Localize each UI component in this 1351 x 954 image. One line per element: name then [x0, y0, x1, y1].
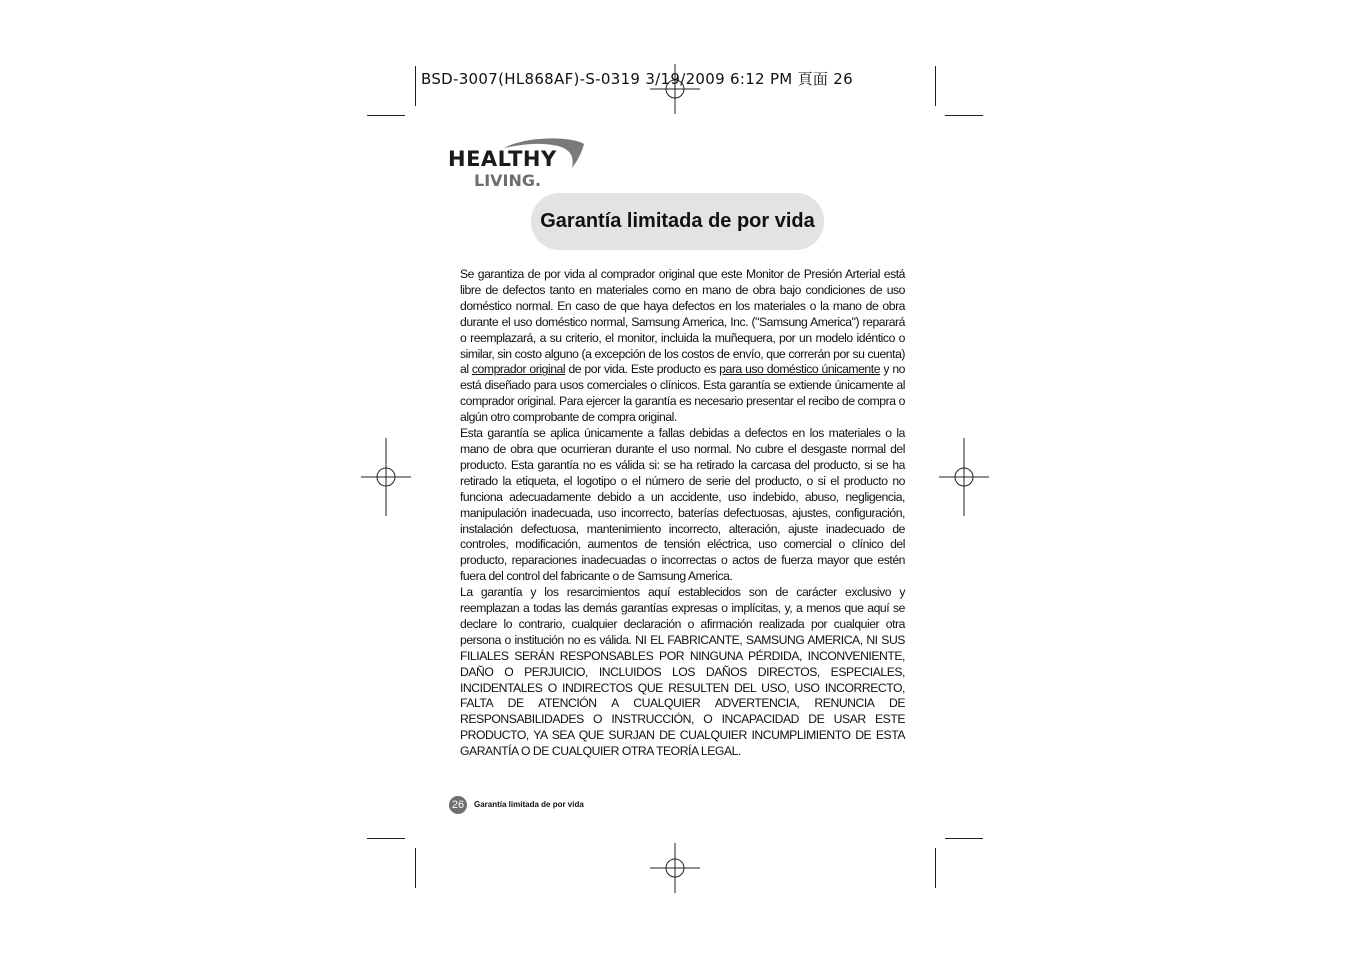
logo-word-healthy: HEALTHY — [448, 147, 557, 171]
logo-word-living: LIVING. — [474, 171, 542, 190]
print-slug: BSD-3007(HL868AF)-S-0319 3/19/2009 6:12 PM 頁面 26 — [421, 70, 853, 88]
underlined-domestic-use: para uso doméstico únicamente — [719, 362, 881, 377]
registration-mark-left — [361, 438, 411, 516]
paragraph-1-part-c: y no está diseñado para usos comerciales o clínicos. Esta garantía se extiende únicamente al comprador original. Para ejercer la garantía es necesario presentar el recibo de compra o algún otro comprobante de compra original. — [460, 362, 905, 425]
registration-mark-right — [939, 438, 989, 516]
page-footer — [449, 795, 584, 814]
section-title-banner — [531, 193, 824, 250]
page-number-badge: 26 — [449, 796, 467, 814]
warranty-body — [460, 267, 905, 760]
crop-mark-top-left-vertical — [415, 66, 416, 106]
warranty-paragraph-2: Esta garantía se aplica únicamente a fallas debidas a defectos en los materiales o la mano de obra que ocurrieran durante el uso normal. No cubre el desgaste normal del producto. Esta garantía no es válida si: se ha retirado la carcasa del producto, si se ha retirado la etiqueta, el logotipo o el número de serie del producto, o si el producto no funciona adecuadamente debido a un accidente, uso indebido, abuso, negligencia, manipulación inadecuada, uso incorrecto, baterías defectuosas, ajustes, configuración, instalación defectuosa, mantenimiento incorrecto, alteración, ajuste inadecuado de controles, modificación, aumentos de tensión eléctrica, uso comercial o clínico del producto, reparaciones inadecuadas o incorrectas o actos de fuerza mayor que estén fuera del control del fabricante o de Samsung America. — [460, 426, 905, 584]
crop-mark-bottom-left-horizontal — [367, 838, 405, 839]
crop-mark-bottom-right-horizontal — [945, 838, 983, 839]
paragraph-1-part-b: de por vida. Este producto es — [565, 362, 720, 377]
crop-mark-top-right-horizontal — [945, 115, 983, 116]
healthy-living-logo — [446, 138, 586, 193]
warranty-paragraph-1 — [460, 267, 905, 426]
crop-mark-top-right-vertical — [935, 66, 936, 106]
underlined-original-buyer: comprador original — [471, 362, 566, 377]
paragraph-1-part-a: Se garantiza de por vida al comprador original que este Monitor de Presión Arterial está libre de defectos tanto en materiales como en mano de obra bajo condiciones de uso doméstico normal. En caso de que haya defectos en los materiales o la mano de obra durante el uso doméstico normal, Samsung America, Inc. ("Samsung America") reparará o reemplazará, a su criterio, el monitor, incluida la muñequera, por un modelo idéntico o similar, sin costo alguno (a excepción de los costos de envío, que correrán por su cuenta) al — [460, 267, 905, 377]
page-title: Garantía limitada de por vida — [540, 210, 815, 232]
crop-mark-bottom-left-vertical — [415, 848, 416, 888]
warranty-paragraph-3: La garantía y los resarcimientos aquí establecidos son de carácter exclusivo y reemplazan a todas las demás garantías expresas o implícitas, y, a menos que aquí se declare lo contrario, cualquier declaración o afirmación realizada por cualquier otra persona o institución no es válida. NI EL FABRICANTE, SAMSUNG AMERICA, NI SUS FILIALES SERÁN RESPONSABLES POR NINGUNA PÉRDIDA, INCONVENIENTE, DAÑO O PERJUICIO, INCLUIDOS LOS DAÑOS DIRECTOS, ESPECIALES, INCIDENTALES O INDIRECTOS QUE RESULTEN DEL USO, USO INCORRECTO, FALTA DE ATENCIÓN A CUALQUIER ADVERTENCIA, RENUNCIA DE RESPONSABILIDADES O INSTRUCCIÓN, O INCAPACIDAD DE USAR ESTE PRODUCTO, YA SEA QUE SURJAN DE CUALQUIER INCUMPLIMIENTO DE ESTA GARANTÍA O DE CUALQUIER OTRA TEORÍA LEGAL. — [460, 585, 905, 759]
crop-mark-top-left-horizontal — [367, 115, 405, 116]
registration-mark-bottom — [650, 843, 700, 893]
footer-section-label: Garantía limitada de por vida — [474, 800, 584, 809]
crop-mark-bottom-right-vertical — [935, 848, 936, 888]
